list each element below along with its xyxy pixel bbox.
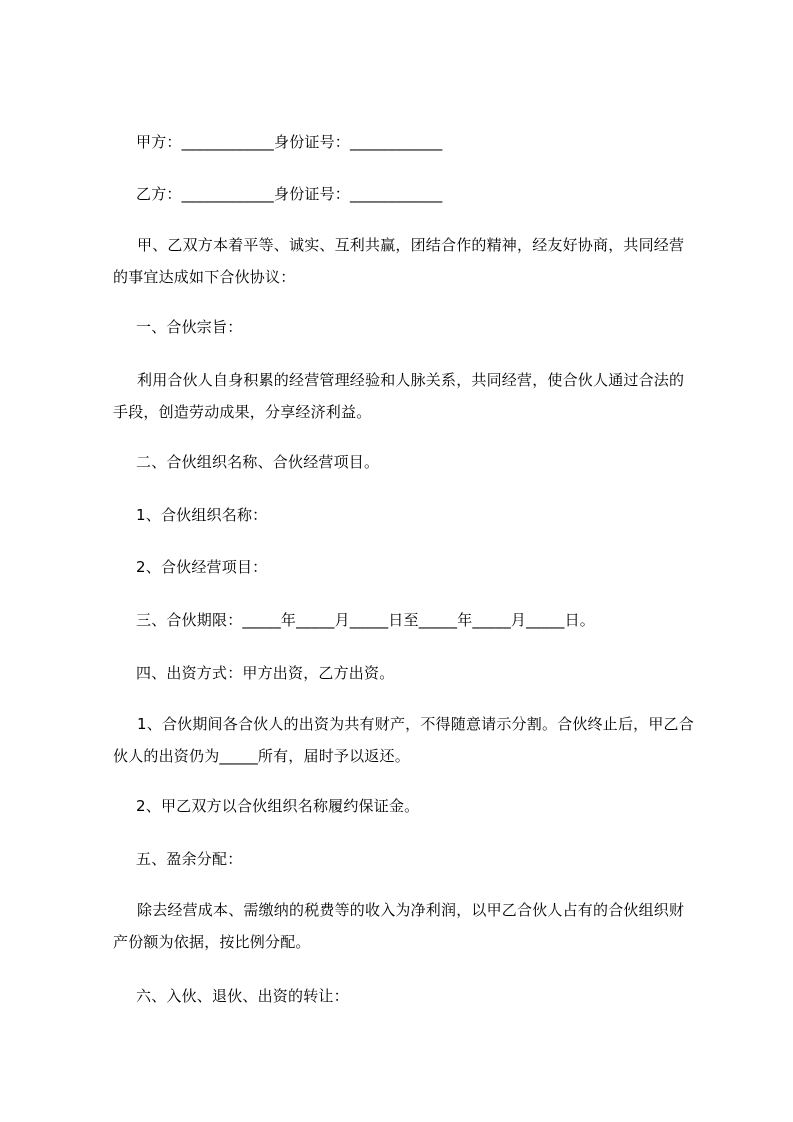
section-2-title: 二、合伙组织名称、合伙经营项目。: [136, 453, 380, 471]
section-5-body: 除去经营成本、需缴纳的税费等的收入为净利润，以甲乙合伙人占有的合伙组织财产份额为依据，按比例分配。: [113, 901, 685, 951]
section-2-item-2: 2、合伙经营项目：: [136, 558, 268, 576]
section-4-title: 四、出资方式：甲方出资，乙方出资。: [136, 664, 395, 682]
section-2-item-1: 1、合伙组织名称：: [136, 506, 268, 524]
party-a-line: 甲方：____________身份证号：____________: [136, 133, 443, 151]
section-5-title: 五、盈余分配：: [136, 850, 243, 868]
section-4-item-2: 2、甲乙双方以合伙组织名称履约保证金。: [136, 797, 420, 815]
section-6-title: 六、入伙、退伙、出资的转让：: [136, 987, 349, 1005]
section-1-body: 利用合伙人自身积累的经营管理经验和人脉关系，共同经营，使合伙人通过合法的手段，创造劳动成果，分享经济利益。: [113, 371, 685, 421]
party-b-line: 乙方：____________身份证号：____________: [136, 185, 443, 203]
section-4-item-1: 1、合伙期间各合伙人的出资为共有财产，不得随意请示分割。合伙终止后，甲乙合伙人的出资仍为_____所有，届时予以返还。: [113, 715, 694, 765]
intro-paragraph: 甲、乙双方本着平等、诚实、互利共赢，团结合作的精神，经友好协商，共同经营的事宜达成如下合伙协议：: [113, 236, 685, 286]
section-1-title: 一、合伙宗旨：: [136, 318, 243, 336]
section-3-title: 三、合伙期限：_____年_____月_____日至_____年_____月_____日。: [136, 611, 596, 629]
